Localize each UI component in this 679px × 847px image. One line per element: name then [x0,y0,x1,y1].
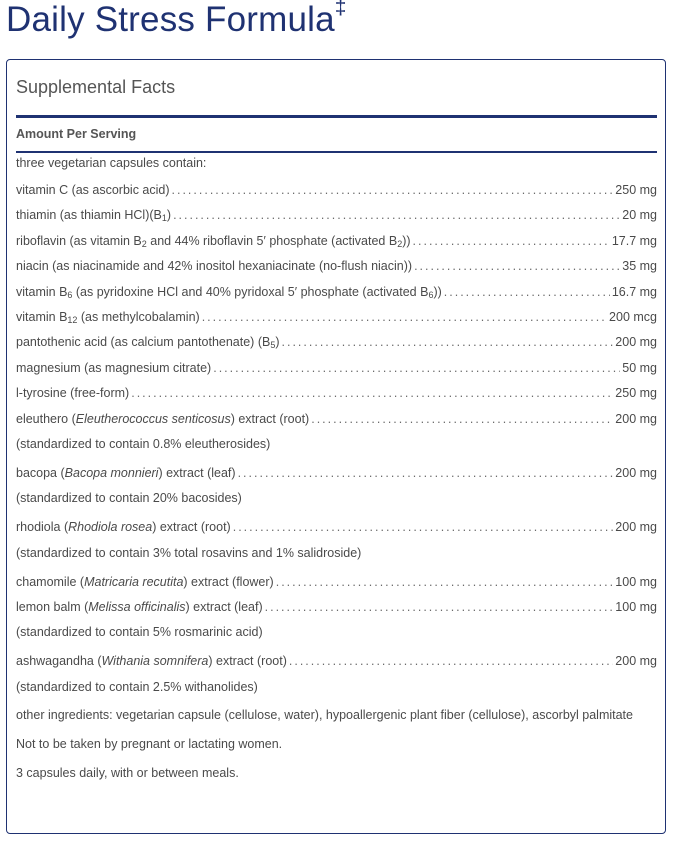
ingredient-name: vitamin $B_6$ (as pyridoxine HCl and 40% pyridoxal 5′ phosphate (activated $B_6$)) [16,284,442,300]
fact-row-magnesium [16,357,657,382]
ingredient-amount: 100 mg [615,574,657,589]
dot-leader [233,516,614,538]
ingredient-name: bacopa (Bacopa monnieri) extract (leaf) [16,465,236,480]
ingredient-amount: 35 mg [622,259,657,274]
fact-row-chamomile [16,571,657,596]
ingredient-amount: 200 mg [615,520,657,535]
ingredient-name: magnesium (as magnesium citrate) [16,360,212,375]
dot-leader [414,255,620,277]
ingredient-amount: 200 mcg [609,309,657,324]
ingredient-name: chamomile (Matricaria recutita) extract (flower) [16,574,274,589]
fact-row-bacopa [16,462,657,487]
ingredient-amount: 20 mg [622,208,657,223]
supplement-facts-panel [6,59,666,834]
dot-leader [131,382,613,404]
ingredient-amount: 100 mg [615,600,657,615]
ingredient-name: l-tyrosine (free-form) [16,386,130,401]
dot-leader [213,357,620,379]
standardization-note: (standardized to contain 2.5% withanolides) [16,679,258,694]
product-name: Daily Stress Formula [6,0,335,39]
directions-text: 3 capsules daily, with or between meals. [16,765,239,780]
ingredient-name: ashwagandha (Withania somnifera) extract (root) [16,654,287,669]
page-title [6,0,347,40]
warning-text: Not to be taken by pregnant or lactating women. [16,736,283,751]
fact-row-pantothenic-acid [16,331,657,356]
ingredient-name: eleuthero (Eleutherococcus senticosus) extract (root) [16,411,310,426]
standardization-note: (standardized to contain 0.8% eleutherosides) [16,436,271,451]
dot-leader [238,462,614,484]
amount-per-serving-header: Amount Per Serving [16,127,137,141]
ingredient-name: vitamin C (as ascorbic acid) [16,183,170,197]
dot-leader [173,204,620,226]
serving-intro: three vegetarian capsules contain: [16,156,207,170]
ingredient-amount: 200 mg [615,465,657,480]
fact-row-l-tyrosine [16,382,657,407]
fact-row-vitamin-b12 [16,306,657,331]
thick-divider [16,115,657,118]
facts-list [16,153,657,793]
ingredient-amount: 16.7 mg [611,284,657,299]
standardization-note: (standardized to contain 20% bacosides) [16,491,242,506]
ingredient-amount: 200 mg [615,335,657,350]
dot-leader [282,331,614,353]
fact-row-thiamin [16,204,657,229]
dot-leader [413,230,610,252]
ingredient-name: niacin (as niacinamide and 42% inositol hexaniacinate (no-flush niacin)) [16,259,413,274]
ingredient-amount: 200 mg [615,411,657,426]
dot-leader [202,306,607,328]
dot-leader [265,596,614,618]
ingredient-name: pantothenic acid (as calcium pantothenate) $(B_5)$ [16,335,280,351]
dot-leader [172,179,614,201]
fact-row-ashwagandha [16,650,657,675]
dot-leader [311,408,613,430]
ingredient-name: lemon balm (Melissa officinalis) extract (leaf) [16,600,263,615]
ingredient-amount: 50 mg [622,360,657,375]
dot-leader [289,650,613,672]
ingredient-amount: 250 mg [615,386,657,401]
fact-row-riboflavin [16,230,657,255]
ingredient-name: vitamin $B_{12}$ (as methylcobalamin) [16,309,200,325]
ingredient-name: thiamin (as thiamin $HCl)(B_1)$ [16,208,172,224]
fact-row-lemon-balm [16,596,657,621]
ingredient-amount: 17.7 mg [611,233,657,248]
dot-leader [276,571,614,593]
standardization-note: (standardized to contain 3% total rosavins and 1% salidroside) [16,545,362,560]
fact-row-eleuthero [16,408,657,433]
ingredient-amount: 250 mg [615,183,657,197]
ingredient-name: riboflavin (as vitamin $B_2$ and 44% riboflavin 5′ phosphate (activated $B_2$)) [16,233,411,249]
panel-title: Supplemental Facts [16,77,176,97]
ingredient-amount: 200 mg [615,654,657,669]
double-dagger-mark: ‡ [334,0,347,20]
standardization-note: (standardized to contain 5% rosmarinic acid) [16,625,263,640]
dot-leader [444,281,610,303]
fact-row-rhodiola [16,516,657,541]
other-ingredients: other ingredients: vegetarian capsule (cellulose, water), hypoallergenic plant fiber (cellulose), ascorbyl palmitate [16,707,633,722]
fact-row-vitamin-c [16,179,657,204]
fact-row-niacin [16,255,657,280]
ingredient-name: rhodiola (Rhodiola rosea) extract (root) [16,520,231,535]
fact-row-vitamin-b6 [16,281,657,306]
